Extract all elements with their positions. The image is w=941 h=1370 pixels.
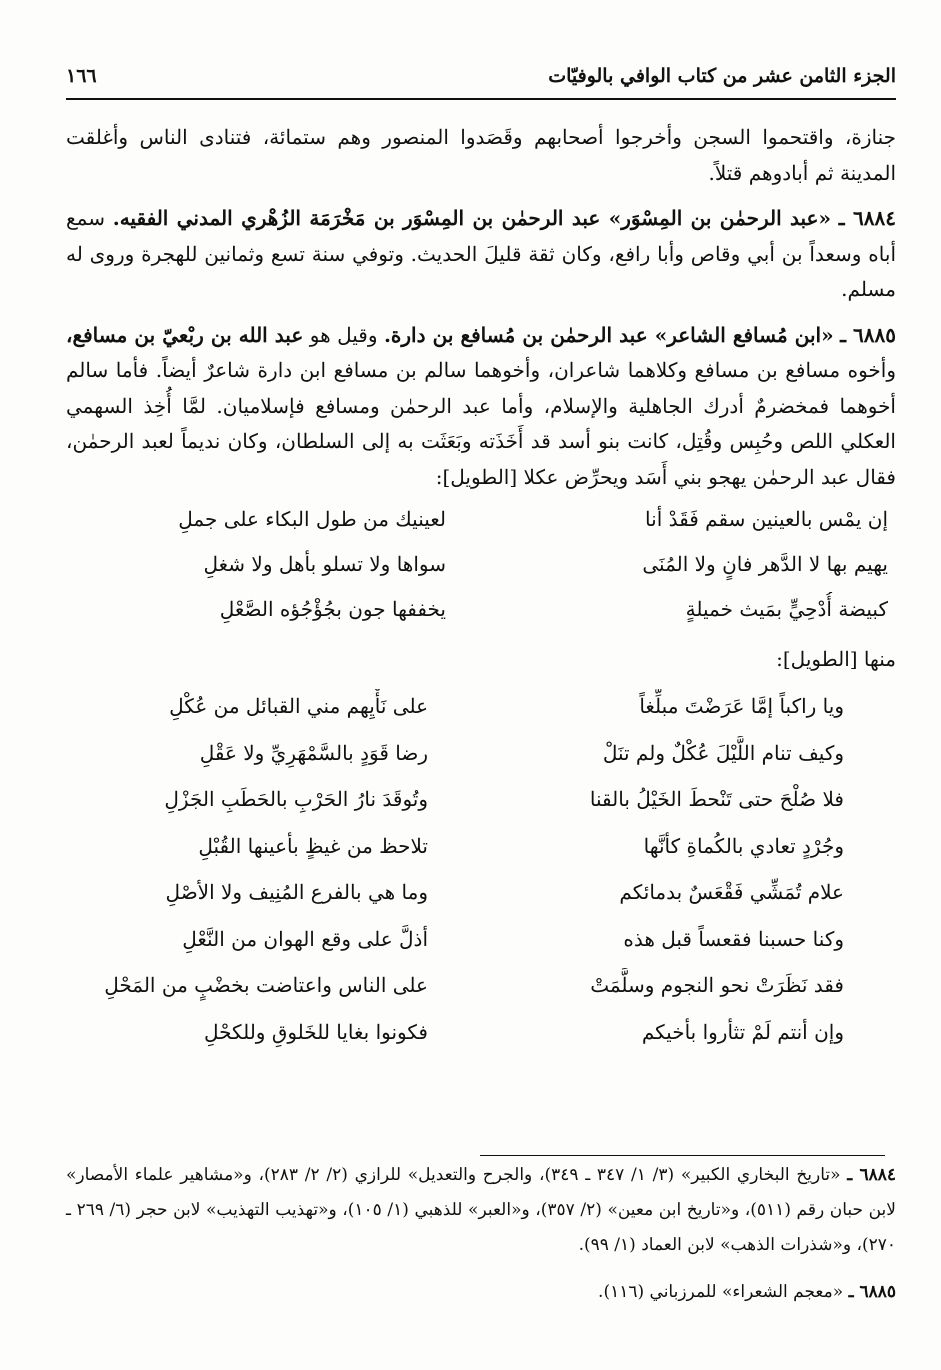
verse [66,730,896,777]
first-hemistich: ويا راكباً إمَّا عَرَضْتَ مبلِّغاً [639,694,844,718]
second-hemistich: رضا قَوَدٍ بالسَّمْهَرِيِّ ولا عَقْلِ [199,740,428,765]
second-hemistich: وتُوقَدَ نارُ الحَرْبِ بالحَطَبِ الجَزْلِ [164,787,428,811]
first-hemistich: كبيضة أُدْحِيٍّ بمَيث خميلةٍ [685,596,888,621]
entry-number: ٦٨٨٥ ـ [840,322,896,347]
main-text [66,120,896,1056]
first-hemistich: وجُرْدٍ تعادي بالكُماةِ كأنَّها [643,833,844,858]
footnote-rule [480,1155,885,1156]
second-hemistich: على نَأْيِهم مني القبائل من عُكْلِ [169,694,428,718]
second-hemistich: سواها ولا تسلو بأهل ولا شغلِ [203,551,446,576]
second-hemistich: أذلَّ على وقع الهوان من النَّعْلِ [182,926,428,951]
first-hemistich: إن يمْس بالعينين سقم فَقَدْ أنا [645,506,888,531]
footnote [66,1275,896,1310]
entry-number: ٦٨٨٤ ـ [838,206,896,230]
entry-6884 [66,201,896,308]
entry-lead: وقيل هو [309,322,378,347]
verse [66,684,896,731]
verse [66,542,896,587]
poem-2-intro: منها [الطويل]: [776,647,896,671]
entry-body: وأخوه مسافع بن مسافع وكلاهما شاعران، وأخوهما سالم بن مسافع ابن دارة شاعرٌ أيضاً. فأما سالم أخوهما فمخضرمٌ أدرك الجاهلية والإسلام، وأما عبد الرحمٰن ومسافع فإسلاميان. لمَّا أُخِذ السهمي العكلي اللص وحُبِس وقُتِل، كانت بنو أسد قد أَخَذَته وبَعَثَت به إلى السلطان، وكان نديماً لعبد الرحمٰن، فقال عبد الرحمٰن يهجو بني أَسَد ويحرِّض عكلا [الطويل]: [66,358,896,489]
entry-title: «عبد الرحمٰن بن المِسْوَر» عبد الرحمٰن بن المِسْوَر بن مَخْرَمَة الزُهْري المدني الفقيه. [112,206,831,230]
footnote-number: ٦٨٨٥ ـ [848,1282,896,1302]
second-hemistich: تلاحظ من غيظٍ بأعينها القُبْلِ [198,833,428,858]
footnote-text: «معجم الشعراء» للمرزباني (١١٦). [598,1282,844,1302]
page-header [66,56,896,96]
header-rule [66,98,896,100]
first-hemistich: وكيف تنام اللَّيْلَ عُكْلٌ ولم تنَلْ [602,740,844,765]
verse [66,963,896,1010]
footnote [66,1158,896,1263]
footnote-number: ٦٨٨٤ ـ [847,1165,897,1185]
first-hemistich: فقد نَظَرَتْ نحو النجوم وسلَّمَتْ [590,973,844,997]
second-hemistich: على الناس واعتاضت بخضْبٍ من المَحْلِ [104,973,428,997]
poem-2 [66,684,896,1056]
entry-6885 [66,318,896,496]
intro-paragraph: جنازة، واقتحموا السجن وأخرجوا أصحابهم وقَصَدوا المنصور وهم ستمائة، فتنادى الناس وأغلقت المدينة ثم أبادوهم قتلاً. [66,125,896,185]
first-hemistich: يهيم بها لا الدَّهر فانٍ ولا المُنَى [642,551,888,576]
second-hemistich: يخففها جون بجُؤْجُؤه الصَّعْلِ [219,596,446,621]
footnotes [66,1158,896,1310]
entry-title: «ابن مُسافع الشاعر» عبد الرحمٰن بن مُسافع بن دارة. [383,322,834,347]
running-title: الجزء الثامن عشر من كتاب الوافي بالوفيّات [548,65,896,87]
first-hemistich: علام تُمَشِّي فَقْعَسٌ بدمائكم [619,880,844,904]
verse [66,916,896,963]
poem-1 [66,497,896,632]
second-hemistich: وما هي بالفرع المُنِيف ولا الأصْلِ [165,880,428,904]
page-number: ١٦٦ [66,65,97,87]
verse [66,497,896,542]
entry-body: سمع أباه وسعداً بن أبي وقاص وأبا رافع، وكان ثقة قليلَ الحديث. وتوفي سنة تسع وثمانين للهجرة وروى له مسلم. [66,206,896,301]
verse [66,823,896,870]
first-hemistich: فلا صُلْحَ حتى تَنْحطَ الخَيْلُ بالقنا [589,787,844,811]
verse [66,870,896,917]
first-hemistich: وإن أنتم لَمْ تثأروا بأخيكم [641,1019,844,1044]
verse [66,777,896,824]
first-hemistich: وكنا حسبنا فقعساً قبل هذه [623,926,844,951]
second-hemistich: فكونوا بغايا للخَلوقِ وللكحْلِ [203,1019,428,1044]
entry-alt-name: عبد الله بن ربْعيّ بن مسافع، [66,322,304,347]
footnote-text: «تاريخ البخاري الكبير» (٣/ ١/ ٣٤٧ ـ ٣٤٩)، والجرح والتعديل» للرازي (٢/ ٢/ ٢٨٣)، و«مشاهير علماء الأمصار» لابن حبان رقم (٥١١)، و«تاريخ ابن معين» (٢/ ٣٥٧)، و«العبر» للذهبي (١/ ١٠٥)، و«تهذيب التهذيب» لابن حجر (٦/ ٢٦٩ ـ ٢٧٠)، و«شذرات الذهب» لابن العماد (١/ ٩٩). [66,1165,896,1255]
verse [66,1009,896,1056]
verse [66,587,896,632]
second-hemistich: لعينيك من طول البكاء على جملِ [178,506,446,531]
